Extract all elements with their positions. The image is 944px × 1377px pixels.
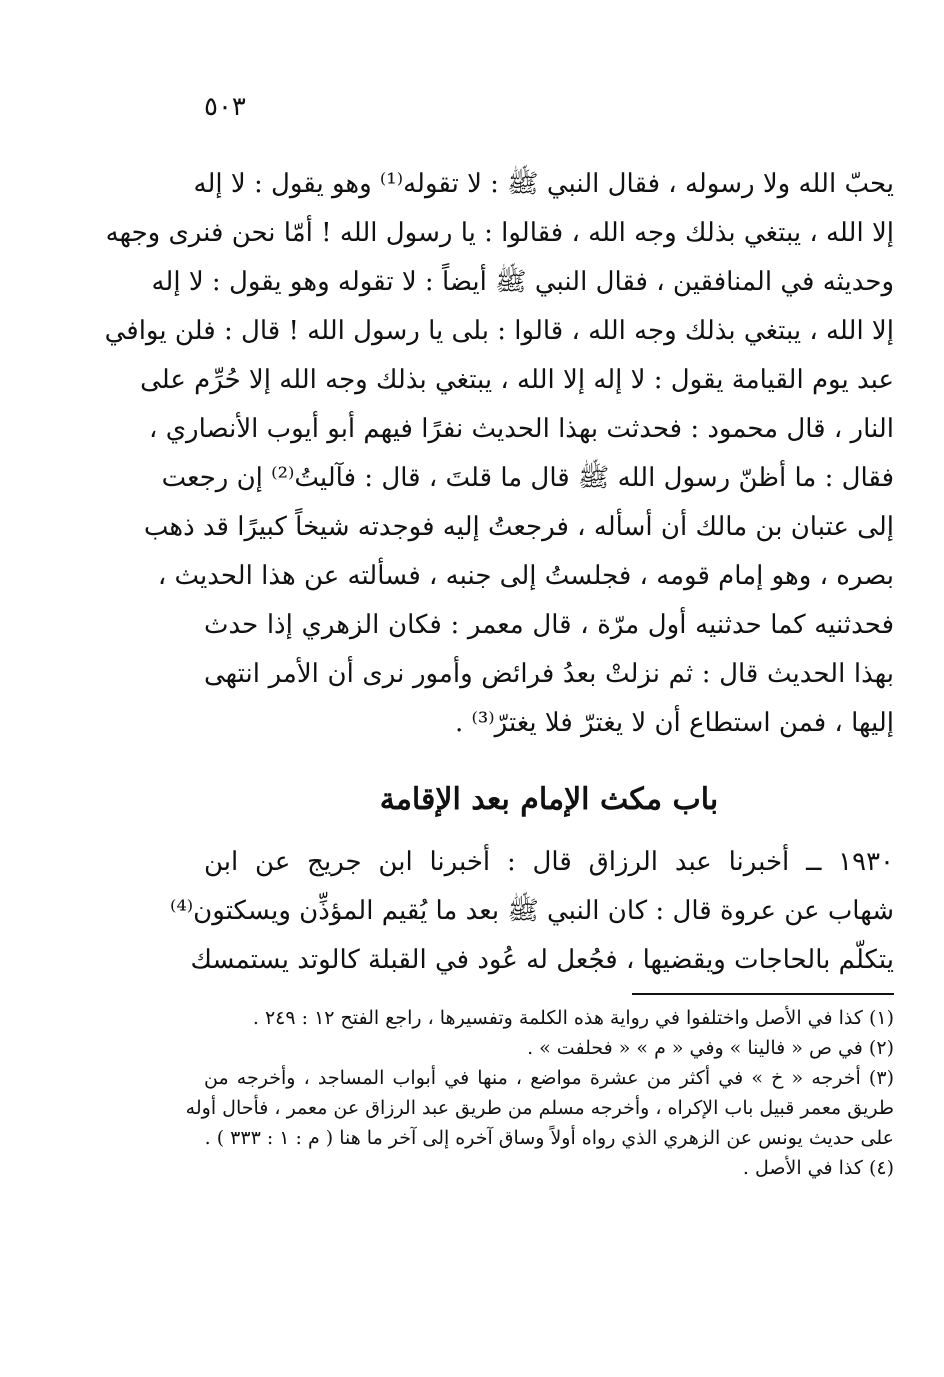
- page-number: ٥٠٣: [204, 92, 246, 122]
- footnote-line: (٤) كذا في الأصل .: [742, 1157, 894, 1179]
- hadith-line: شهاب عن عروة قال : كان النبي ﷺ بعد ما يُقيم المؤذِّن ويسكتون⁽⁴⁾: [169, 896, 894, 926]
- hadith-text: [169, 838, 894, 985]
- footnote-line: (١) كذا في الأصل واختلفوا في رواية هذه الكلمة وتفسيرها ، راجع الفتح ١٢ : ٢٤٩ .: [252, 1007, 894, 1029]
- body-line: عبد يوم القيامة يقول : لا إله إلا الله ، يبتغي بذلك وجه الله إلا حُرِّم على: [140, 365, 894, 395]
- footnotes: [185, 1003, 894, 1183]
- body-line: فحدثنيه كما حدثنيه أول مرّة ، قال معمر : فكان الزهري إذا حدث: [204, 610, 894, 640]
- body-text: [104, 160, 894, 748]
- body-line: فقال : ما أظنّ رسول الله ﷺ قال ما قلتَ ، قال : فآليتُ⁽²⁾ إن رجعت: [161, 463, 894, 493]
- hadith-line: ١٩٣٠ ــ أخبرنا عبد الرزاق قال : أخبرنا ابن جريج عن ابن: [204, 847, 894, 877]
- body-line: إليها ، فمن استطاع أن لا يغترّ فلا يغترّ⁽³⁾ .: [454, 708, 894, 738]
- footnote-line: طريق معمر قبيل باب الإكراه ، وأخرجه مسلم من طريق عبد الرزاق عن معمر ، فأحال أوله: [185, 1097, 894, 1119]
- footnote-line: (٢) في ص « فالينا » وفي « م » « فحلفت » .: [527, 1037, 894, 1059]
- footnote-line: على حديث يونس عن الزهري الذي رواه أولاً وساق آخره إلى آخر ما هنا ( م : ١ : ٣٣٣ ) .: [204, 1127, 894, 1149]
- body-line: وحديثه في المنافقين ، فقال النبي ﷺ أيضاً : لا تقوله وهو يقول : لا إله: [151, 267, 894, 297]
- body-line: بهذا الحديث قال : ثم نزلتْ بعدُ فرائض وأمور نرى أن الأمر انتهى: [204, 659, 894, 689]
- body-line: بصره ، وهو إمام قومه ، فجلستُ إلى جنبه ، فسألته عن هذا الحديث ،: [157, 561, 894, 591]
- chapter-heading: باب مكث الإمام بعد الإقامة: [379, 782, 719, 817]
- footnote-divider: [632, 993, 894, 995]
- body-line: إلا الله ، يبتغي بذلك وجه الله ، فقالوا : يا رسول الله ! أمّا نحن فنرى وجهه: [105, 218, 894, 248]
- body-line: النار ، قال محمود : فحدثت بهذا الحديث نفرًا فيهم أبو أيوب الأنصاري ،: [149, 414, 894, 444]
- body-line: إلا الله ، يبتغي بذلك وجه الله ، قالوا : بلى يا رسول الله ! قال : فلن يوافي: [104, 316, 894, 346]
- hadith-line: يتكلّم بالحاجات ويقضيها ، فجُعل له عُود في القبلة كالوتد يستمسك: [190, 945, 894, 975]
- footnote-line: (٣) أخرجه « خ » في أكثر من عشرة مواضع ، منها في أبواب المساجد ، وأخرجه من: [204, 1067, 894, 1089]
- body-line: إلى عتبان بن مالك أن أسأله ، فرجعتُ إليه فوجدته شيخاً كبيرًا قد ذهب: [143, 512, 894, 542]
- body-line: يحبّ الله ولا رسوله ، فقال النبي ﷺ : لا تقوله⁽¹⁾ وهو يقول : لا إله: [193, 169, 894, 199]
